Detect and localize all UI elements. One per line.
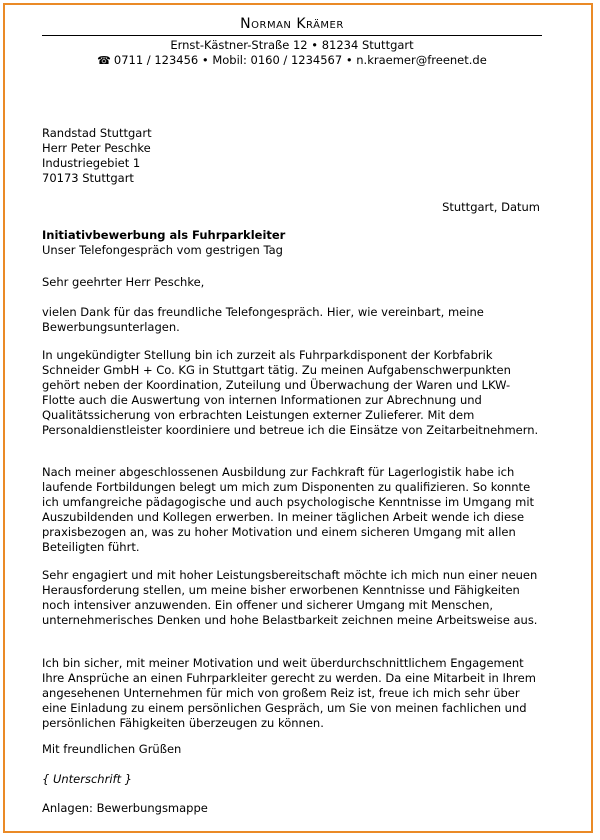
sender-contact-text: 0711 / 123456 • Mobil: 0160 / 1234567 • n.kraemer@freenet.de (113, 53, 487, 67)
recipient-address (42, 126, 542, 186)
paragraph-text: vielen Dank für das freundliche Telefongespräch. Hier, wie vereinbart, meine Bewerbungsunterlagen. (42, 305, 484, 334)
subject-reference: Unser Telefongespräch vom gestrigen Tag (42, 243, 283, 257)
enclosures: Anlagen: Bewerbungsmappe (42, 801, 208, 815)
recipient-line: Randstad Stuttgart (42, 126, 152, 140)
recipient-line: Industriegebiet 1 (42, 156, 141, 170)
body-paragraph (42, 568, 542, 628)
subject-title: Initiativbewerbung als Fuhrparkleiter (42, 228, 286, 242)
subject-block (42, 228, 542, 258)
paragraph-text: Ich bin sicher, mit meiner Motivation und weit überdurchschnittlichem Engagement Ihre Ansprüche an einen Fuhrparkleiter gerecht zu werden. Da eine Mitarbeit in Ihrem angesehenen Unternehmen für mich von großem Reiz ist, freue ich mich sehr über eine Einladung zu einem persönlichen Gespräch, um Sie von meinen fachlichen und persönlichen Fähigkeiten überzeugen zu können. (42, 656, 536, 730)
signature-placeholder: { Unterschrift } (42, 772, 133, 786)
body-paragraph (42, 465, 542, 555)
sender-name: Norman Krämer (240, 16, 344, 32)
place-date: Stuttgart, Datum (442, 200, 540, 214)
recipient-line: Herr Peter Peschke (42, 141, 151, 155)
paragraph-text: In ungekündigter Stellung bin ich zurzeit als Fuhrparkdisponent der Korbfabrik Schneider GmbH + Co. KG in Stuttgart tätig. Zu meinen Aufgabenschwerpunkten gehört neben der Koordination, Zuteilung und Überwachung der Waren und LKW-Flotte auch die Auswertung von internen Informationen zur Abrechnung und Qualitätssicherung von erbrachten Leistungen externer Zulieferer. Mit dem Personaldienstleister koordiniere und betreue ich die Einsätze von Zeitarbeitnehmern. (42, 348, 539, 437)
sender-address: Ernst-Kästner-Straße 12 • 81234 Stuttgart (170, 38, 414, 52)
telephone-icon: ☎ (97, 54, 111, 67)
body-paragraph (42, 305, 542, 335)
sender-contact (42, 53, 542, 68)
closing: Mit freundlichen Grüßen (42, 742, 182, 756)
paragraph-text: Nach meiner abgeschlossenen Ausbildung zur Fachkraft für Lagerlogistik habe ich laufende Fortbildungen belegt um mich zum Disponenten zu qualifizieren. So konnte ich umfangreiche pädagogische und auch psychologische Kenntnisse im Umgang mit Auszubildenden und Kollegen erwerben. In meiner täglichen Arbeit wende ich diese praxisbezogen an, was zu hoher Motivation und einem sicheren Umgang mit allen Beteiligten führt. (42, 465, 535, 554)
header-divider (42, 35, 542, 36)
recipient-line: 70173 Stuttgart (42, 171, 134, 185)
paragraph-text: Sehr engagiert und mit hoher Leistungsbereitschaft möchte ich mich nun einer neuen Herausforderung stellen, um meine bisher erworbenen Kenntnisse und Fähigkeiten noch intensiver anzuwenden. Ein offener und sicherer Umgang mit Menschen, unternehmerisches Denken und hohe Belastbarkeit zeichnen meine Arbeitsweise aus. (42, 568, 538, 627)
salutation: Sehr geehrter Herr Peschke, (42, 275, 205, 289)
body-paragraph (42, 348, 542, 438)
body-paragraph (42, 656, 542, 731)
